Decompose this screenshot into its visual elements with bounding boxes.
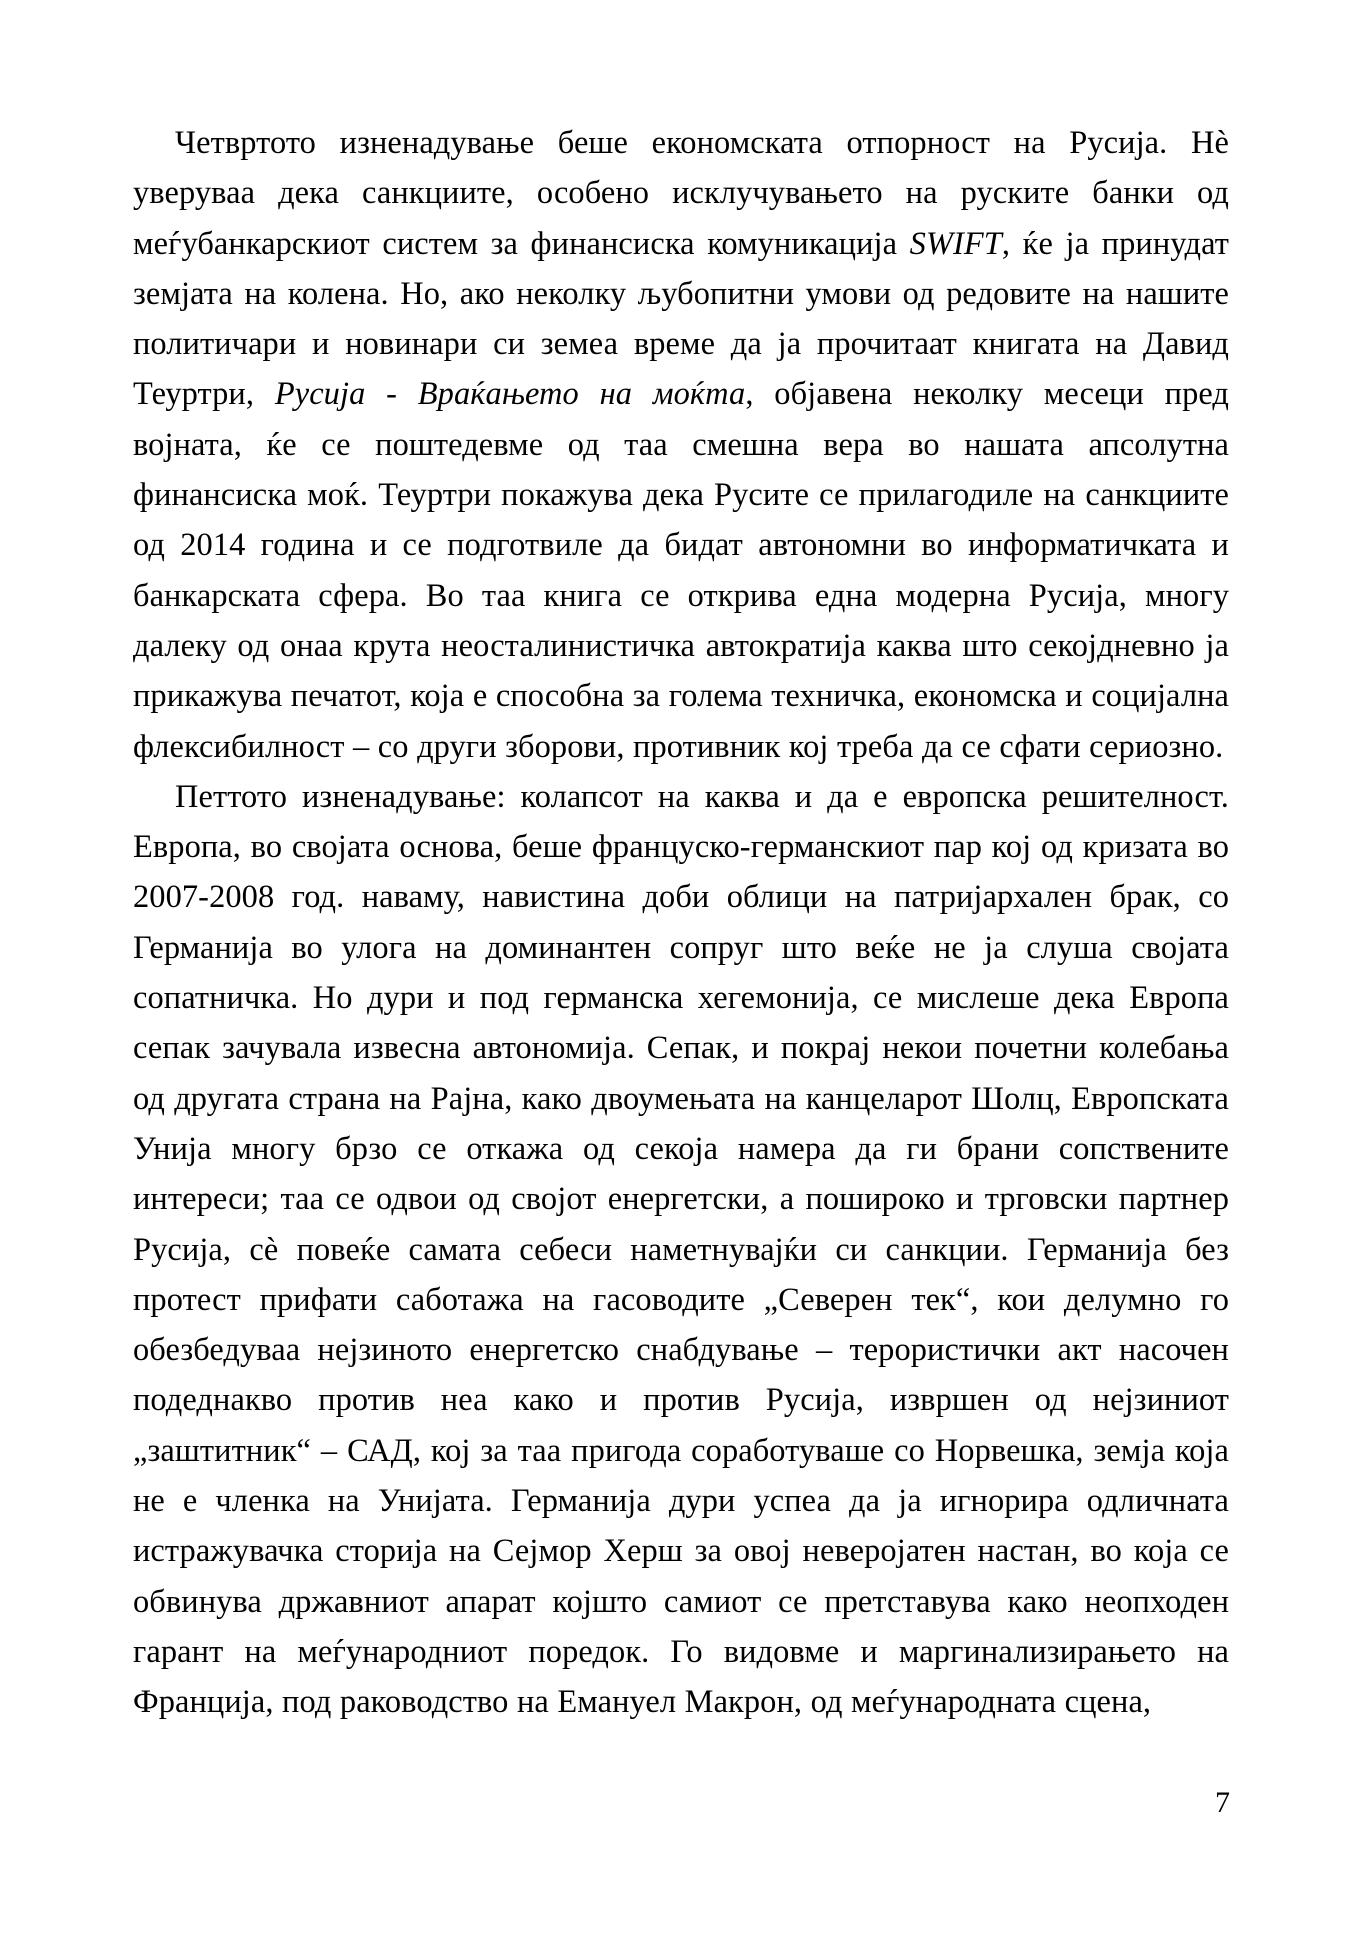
text-run: , објавена неколку месеци пред војната, ќе се поштедевме од таа смешна вера во нашата апсолутна финансиска моќ. Теуртри покажува дека Русите се прилагодиле на санкциите од 2014 година и се подготвиле да бидат автономни во информатичката и банкарската сфера. Во таа книга се открива една модерна Русија, многу далеку од онаа крута неосталинистичка автократија каква што секојдневно ја прикажува печатот, која е способна за голема техничка, економска и социјална флексибилност – со други зборови, противник кој треба да се сфати сериозно. xyxy=(133,376,1230,765)
page-number: 7 xyxy=(1215,1786,1230,1819)
paragraph-2 xyxy=(133,772,1229,1728)
body-text xyxy=(133,118,1229,1728)
text-run: , ќе ја принудат земјата на колена. Но, ако неколку љубопитни умови од редовите на нашите политичари и новинари си земеа време да ја прочитаат книгата на Давид Теуртри, xyxy=(133,225,1230,413)
paragraph-1 xyxy=(133,118,1229,772)
text-run: Четвртото изненадување беше економската отпорност на Русија. Нè уверуваа дека санкциите, особено исклучувањето на руските банки од меѓубанкарскиот систем за финансиска комуникација xyxy=(133,125,1229,262)
text-run: Петтото изненадување: колапсот на каква и да е европска решителност. Европа, во својата основа, беше француско-германскиот пар кој од кризата во 2007-2008 год. наваму, навистина доби облици на патријархален брак, со Германија во улога на доминантен сопруг што веќе не ја слуша својата сопатничка. Но дури и под германска хегемонија, се мислеше дека Европа сепак зачувала извесна автономија. Сепак, и покрај некои почетни колебања од другата страна на Рајна, како двоумењата на канцеларот Шолц, Европската Унија многу брзо се откажа од секоја намера да ги брани сопствените интереси; таа се одвои од својот енергетски, а пошироко и трговски партнер Русија, сè повеќе самата себеси наметнувајќи си санкции. Германија без протест прифати саботажа на гасоводите „Северен тек“, кои делумно го обезбедуваа нејзиното енергетско снабдување – терористички акт насочен подеднакво против неа како и против Русија, извршен од нејзиниот „заштитник“ – САД, кој за таа пригода соработуваше со Норвешка, земја која не е членка на Унијата. Германија дури успеа да ја игнорира одличната истражувачка сторија на Сејмор Херш за овој неверојатен настан, во која се обвинува државниот апарат којшто самиот се претставува како неопходен гарант на меѓународниот поредок. Го видовме и маргинализирањето на Франција, под раководство на Емануел Макрон, од меѓународната сцена, xyxy=(133,778,1229,1721)
italic-run: Русија - Враќањето на моќта xyxy=(274,376,746,413)
italic-run: SWIFT xyxy=(909,225,1002,262)
